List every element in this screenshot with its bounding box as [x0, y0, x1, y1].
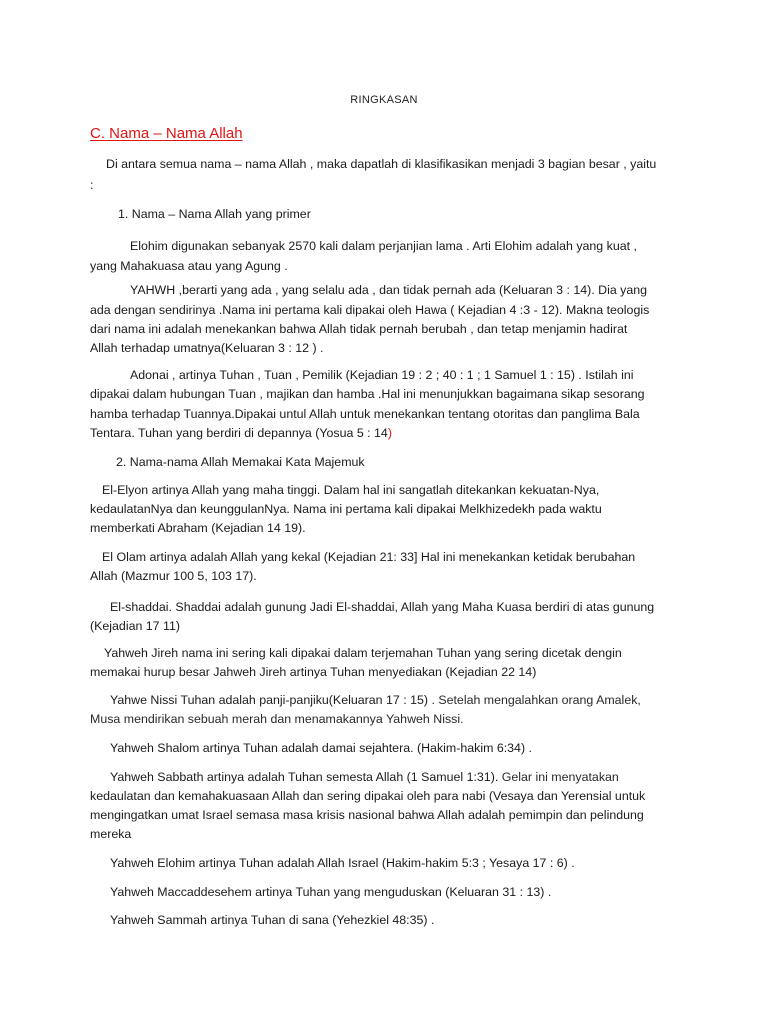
paragraph-line: (Kejadian 17 11) [90, 619, 181, 633]
paragraph-line: yang Mahakuasa atau yang Agung . [90, 259, 288, 273]
paragraph-line: YAHWH ,berarti yang ada , yang selalu ada , dan tidak pernah ada (Keluaran 3 : 14). Dia yang [130, 283, 648, 297]
paragraph-text: Tentara. Tuhan yang berdiri di depannya (Yosua 5 : 14 [90, 426, 388, 440]
closing-parenthesis: ) [387, 426, 392, 440]
paragraph-line: El-shaddai. Shaddai adalah gunung Jadi El-shaddai, Allah yang Maha Kuasa berdiri di atas gunung [110, 600, 655, 614]
paragraph-line [110, 767, 619, 787]
paragraph-line: kedaulatanNya dan keunggulanNya. Nama ini pertama kali dipakai Melkhizedekh pada waktu [90, 502, 602, 516]
paragraph-line: memakai hurup besar Jahweh Jireh artinya Tuhan menyediakan (Kejadian 22 14) [90, 665, 537, 679]
paragraph-text: . Setelah mengalahkan orang Amalek, [428, 693, 641, 707]
paragraph-line: Yahweh Jireh nama ini sering kali dipakai dalam terjemahan Tuhan yang sering dicetak dengin [104, 646, 622, 660]
paragraph-line: Yahweh Elohim artinya Tuhan adalah Allah Israel (Hakim-hakim 5:3 ; Yesaya 17 : 6) . [110, 856, 575, 870]
paragraph-line: mengingatkan umat Israel semasa masa krisis nasional bahwa Allah adalah pemimpin dan pelindung [90, 808, 644, 822]
paragraph-line: El Olam artinya adalah Allah yang kekal (Kejadian 21: 33] Hal ini menekankan ketidak berubahan [102, 550, 636, 564]
paragraph-line: memberkati Abraham (Kejadian 14 19). [90, 521, 306, 535]
paragraph-line [110, 690, 641, 710]
paragraph-line: kedaulatan dan kemahakuasaan Allah dan sering dipakai oleh para nabi (Vesaya dan Yerensial untuk [90, 789, 646, 803]
paragraph-line: : [90, 178, 94, 192]
paragraph-line: Yahweh Shalom artinya Tuhan adalah damai sejahtera. (Hakim-hakim 6:34) . [110, 741, 532, 755]
paragraph-line: Adonai , artinya Tuhan , Tuan , Pemilik (Kejadian 19 : 2 ; 40 : 1 ; 1 Samuel 1 : 15) . Istilah ini [130, 368, 634, 382]
paragraph-text: Yahwe Nissi Tuhan adalah panji-panjiku(Keluaran 17 : 15) [110, 693, 428, 707]
section-heading: C. Nama – Nama Allah [90, 125, 243, 142]
paragraph-line: Allah terhadap umatnya(Keluaran 3 : 12 ) . [90, 341, 324, 355]
subheading: 1. Nama – Nama Allah yang primer [118, 207, 311, 221]
paragraph-line: Musa mendirikan sebuah merah dan menamakannya Yahweh Nissi. [90, 712, 464, 726]
paragraph-text: Gelar ini menyatakan [498, 770, 619, 784]
paragraph-line: hamba terhadap Tuannya.Dipakai untul Allah untuk menekankan tentang otoritas dan panglima Bala [90, 407, 640, 421]
paragraph-line: dipakai dalam hubungan Tuan , majikan dan hamba .Hal ini menunjukkan bagaimana sikap sesorang [90, 387, 645, 401]
paragraph-line: Di antara semua nama – nama Allah , maka dapatlah di klasifikasikan menjadi 3 bagian besar , yaitu [106, 157, 657, 171]
paragraph-line: Yahweh Maccaddesehem artinya Tuhan yang menguduskan (Keluaran 31 : 13) . [110, 885, 552, 899]
subheading: 2. Nama-nama Allah Memakai Kata Majemuk [116, 455, 365, 469]
paragraph-line: ada dengan sendirinya .Nama ini pertama kali dipakai oleh Hawa ( Kejadian 4 :3 - 12). Makna teologis [90, 303, 650, 317]
paragraph-line: Yahweh Sammah artinya Tuhan di sana (Yehezkiel 48:35) . [110, 913, 435, 927]
paragraph-line: Elohim digunakan sebanyak 2570 kali dalam perjanjian lama . Arti Elohim adalah yang kuat , [130, 239, 637, 253]
paragraph-line [90, 423, 392, 443]
paragraph-line: mereka [90, 827, 132, 841]
document-title: RINGKASAN [350, 94, 418, 106]
paragraph-line: Allah (Mazmur 100 5, 103 17). [90, 569, 257, 583]
paragraph-line: El-Elyon artinya Allah yang maha tinggi. Dalam hal ini sangatlah ditekankan kekuatan-Nya, [102, 483, 600, 497]
paragraph-text: Yahweh Sabbath artinya adalah Tuhan semesta Allah (1 Samuel 1:31). [110, 770, 499, 784]
paragraph-line: dari nama ini adalah menekankan bahwa Allah tidak pernah berubah , dan tetap menjamin hadirat [90, 322, 628, 336]
